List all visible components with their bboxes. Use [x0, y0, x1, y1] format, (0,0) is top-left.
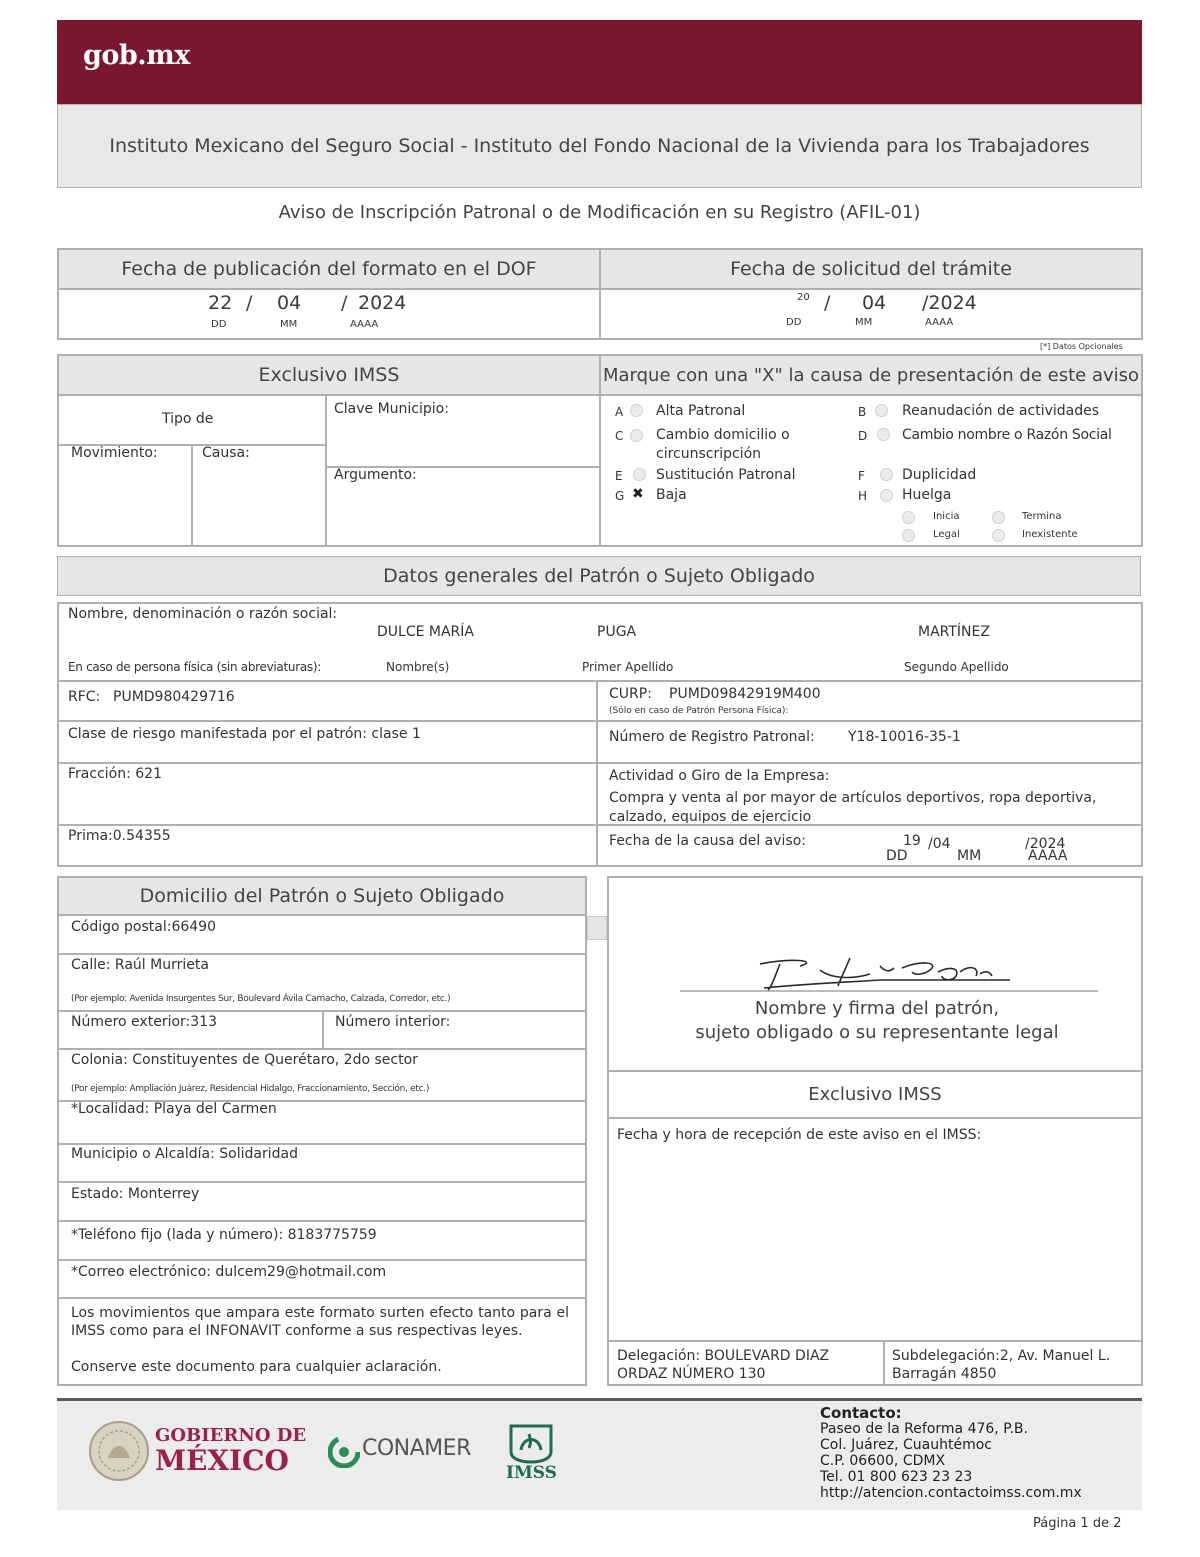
movimiento-label: Movimiento: [71, 445, 158, 461]
rfc-value: PUMD980429716 [113, 689, 235, 705]
recepcion-label: Fecha y hora de recepción de este aviso en el IMSS: [617, 1127, 982, 1143]
option-h-label: Huelga [902, 487, 952, 503]
huelga-inexistente-label: Inexistente [1022, 529, 1078, 540]
option-d-label: Cambio nombre o Razón Social [902, 427, 1112, 443]
registro-patronal-label: Número de Registro Patronal: [609, 729, 815, 745]
numero-exterior: Número exterior:313 [71, 1014, 217, 1030]
sol-dd-caption: DD [786, 317, 802, 328]
huelga-legal-label: Legal [933, 529, 960, 540]
imss-eagle-icon [507, 1422, 555, 1464]
solicitud-year: /2024 [922, 292, 977, 314]
option-e-label: Sustitución Patronal [656, 467, 796, 483]
institution-name: Instituto Mexicano del Seguro Social - Instituto del Fondo Nacional de la Vivienda para los Trabajadores [109, 135, 1090, 157]
segundo-apellido-caption: Segundo Apellido [904, 660, 1009, 674]
dof-sep2: / [341, 292, 348, 314]
dof-sep1: / [246, 292, 253, 314]
colonia: Colonia: Constituyentes de Querétaro, 2do sector [71, 1052, 418, 1068]
estado: Estado: Monterrey [71, 1186, 200, 1202]
exclusivo-imss-2-header: Exclusivo IMSS [808, 1083, 942, 1105]
huelga-legal-radio[interactable] [902, 529, 915, 542]
option-b-label: Reanudación de actividades [902, 403, 1100, 419]
curp-value: PUMD09842919M400 [669, 686, 821, 702]
solicitud-sep: / [824, 292, 831, 314]
contacto-title: Contacto: [820, 1404, 902, 1422]
option-f-letter: F [858, 469, 865, 483]
argumento-label: Argumento: [334, 467, 417, 483]
fraccion: Fracción: 621 [68, 766, 162, 782]
header-bar [57, 20, 1142, 104]
delegacion: Delegación: BOULEVARD DIAZ ORDAZ NÚMERO 130 [617, 1348, 830, 1382]
domicilio-header: Domicilio del Patrón o Sujeto Obligado [59, 878, 585, 914]
signature-image [680, 950, 1100, 998]
gobmx-logo[interactable]: gob.mx [83, 40, 190, 71]
solicitud-month: 04 [862, 292, 887, 314]
clase-riesgo: Clase de riesgo manifestada por el patrón: clase 1 [68, 726, 421, 742]
option-c-label2: circunscripción [656, 446, 762, 462]
codigo-postal: Código postal:66490 [71, 919, 216, 935]
firma-caption-1: Nombre y firma del patrón, [754, 998, 1000, 1019]
national-seal-icon [88, 1420, 150, 1482]
fecha-causa-mm-caption: MM [957, 848, 982, 864]
option-g-letter: G [615, 489, 625, 503]
imss-logo: IMSS [506, 1463, 557, 1483]
datos-generales-header: Datos generales del Patrón o Sujeto Obligado [57, 556, 1141, 596]
dof-year: 2024 [358, 292, 407, 314]
option-h-letter: H [858, 489, 868, 503]
municipio: Municipio o Alcaldía: Solidaridad [71, 1146, 298, 1162]
fecha-causa-day: 19 [903, 833, 921, 849]
option-b-letter: B [858, 405, 867, 419]
dof-mm-caption: MM [280, 319, 298, 330]
huelga-inexistente-radio[interactable] [992, 529, 1005, 542]
option-c-radio[interactable] [630, 429, 643, 442]
contacto-line: Paseo de la Reforma 476, P.B. [820, 1421, 1028, 1437]
option-h-radio[interactable] [880, 489, 893, 502]
option-d-letter: D [858, 429, 868, 443]
dof-month: 04 [277, 292, 302, 314]
contacto-line: Col. Juárez, Cuauhtémoc [820, 1437, 992, 1453]
primer-apellido-caption: Primer Apellido [582, 660, 674, 674]
dof-dd-caption: DD [211, 319, 227, 330]
option-g-label: Baja [656, 487, 687, 503]
option-c-letter: C [615, 429, 624, 443]
solicitud-day: 20 [797, 292, 810, 303]
option-b-radio[interactable] [875, 404, 888, 417]
contacto-url[interactable]: http://atencion.contactoimss.com.mx [820, 1485, 1082, 1501]
colonia-example: (Por ejemplo: Ampliación Juárez, Residencial Hidalgo, Fraccionamiento, Sección, etc.) [71, 1084, 430, 1094]
huelga-termina-label: Termina [1022, 511, 1062, 522]
actividad-value: Compra y venta al por mayor de artículos deportivos, ropa deportiva, calzado, equipos de ejercicio [609, 790, 1097, 823]
dof-day: 22 [208, 292, 233, 314]
calle: Calle: Raúl Murrieta [71, 957, 209, 973]
nombre-value: DULCE MARÍA [377, 624, 474, 640]
option-d-radio[interactable] [877, 428, 890, 441]
sol-aaaa-caption: AAAA [925, 317, 954, 328]
gobierno-logo-line2: MÉXICO [155, 1444, 289, 1477]
fecha-causa-aaaa-caption: AAAA [1028, 848, 1068, 864]
conamer-logo: CONAMER [362, 1436, 471, 1461]
exclusivo-header: Exclusivo IMSS [59, 356, 599, 394]
fecha-causa-year: /2024 [1025, 836, 1066, 852]
institution-banner [57, 104, 1142, 188]
causa-header: Marque con una "X" la causa de presentación de este aviso [601, 356, 1141, 394]
calle-example: (Por ejemplo: Avenida Insurgentes Sur, Boulevard Ávila Camacho, Calzada, Corredor, etc.) [71, 994, 451, 1004]
decorative-tab [587, 916, 607, 940]
huelga-inicia-radio[interactable] [902, 511, 915, 524]
optional-note: [*] Datos Opcionales [1040, 342, 1123, 351]
tipo-de-label: Tipo de [162, 411, 214, 427]
nombre-label: Nombre, denominación o razón social: [68, 606, 338, 622]
option-a-label: Alta Patronal [656, 403, 746, 419]
fecha-causa-month: /04 [928, 836, 951, 852]
gobierno-logo-line1: GOBIERNO DE [155, 1425, 307, 1446]
option-g-check-icon[interactable]: ✖ [632, 486, 644, 502]
curp-note: (Sólo en caso de Patrón Persona Física): [609, 706, 789, 716]
form-title: Aviso de Inscripción Patronal o de Modificación en su Registro (AFIL-01) [278, 202, 921, 223]
persona-fisica-note: En caso de persona física (sin abreviaturas): [68, 660, 321, 674]
firma-caption-2: sujeto obligado o su representante legal [695, 1022, 1059, 1043]
correo: *Correo electrónico: dulcem29@hotmail.com [71, 1264, 387, 1280]
vigencia-note: Los movimientos que ampara este formato surten efecto tanto para el IMSS como para el INFONAVIT conforme a sus respectivas leyes. [71, 1305, 569, 1339]
nombre-caption: Nombre(s) [386, 660, 450, 674]
telefono: *Teléfono fijo (lada y número): 8183775759 [71, 1227, 377, 1243]
conamer-icon [328, 1436, 360, 1468]
option-a-letter: A [615, 405, 624, 419]
dof-header: Fecha de publicación del formato en el DOF [59, 250, 599, 288]
contacto-line: Tel. 01 800 623 23 23 [820, 1469, 973, 1485]
fecha-causa-dd-caption: DD [886, 848, 908, 864]
sol-mm-caption: MM [855, 317, 873, 328]
contacto-line: C.P. 06600, CDMX [820, 1453, 946, 1469]
huelga-termina-radio[interactable] [992, 511, 1005, 524]
solicitud-header: Fecha de solicitud del trámite [601, 250, 1141, 288]
conserve-note: Conserve este documento para cualquier aclaración. [71, 1359, 442, 1375]
dof-aaaa-caption: AAAA [350, 319, 379, 330]
page-number: Página 1 de 2 [1033, 1516, 1122, 1531]
option-e-letter: E [615, 469, 623, 483]
causa-label: Causa: [202, 445, 250, 461]
actividad-label: Actividad o Giro de la Empresa: [609, 768, 830, 784]
curp-label: CURP: [609, 686, 652, 702]
clave-municipio-label: Clave Municipio: [334, 401, 449, 417]
option-a-radio[interactable] [630, 404, 643, 417]
localidad: *Localidad: Playa del Carmen [71, 1101, 277, 1117]
huelga-inicia-label: Inicia [933, 511, 960, 522]
registro-patronal-value: Y18-10016-35-1 [848, 729, 961, 745]
subdelegacion: Subdelegación:2, Av. Manuel L. Barragán 4850 [892, 1348, 1111, 1382]
rfc-label: RFC: [68, 689, 101, 705]
option-f-label: Duplicidad [902, 467, 977, 483]
prima: Prima:0.54355 [68, 828, 171, 844]
fecha-causa-label: Fecha de la causa del aviso: [609, 833, 807, 849]
option-e-radio[interactable] [633, 468, 646, 481]
segundo-apellido-value: MARTÍNEZ [918, 624, 990, 640]
numero-interior: Número interior: [335, 1014, 451, 1030]
option-f-radio[interactable] [880, 468, 893, 481]
primer-apellido-value: PUGA [597, 624, 637, 640]
option-c-label: Cambio domicilio o [656, 427, 790, 443]
